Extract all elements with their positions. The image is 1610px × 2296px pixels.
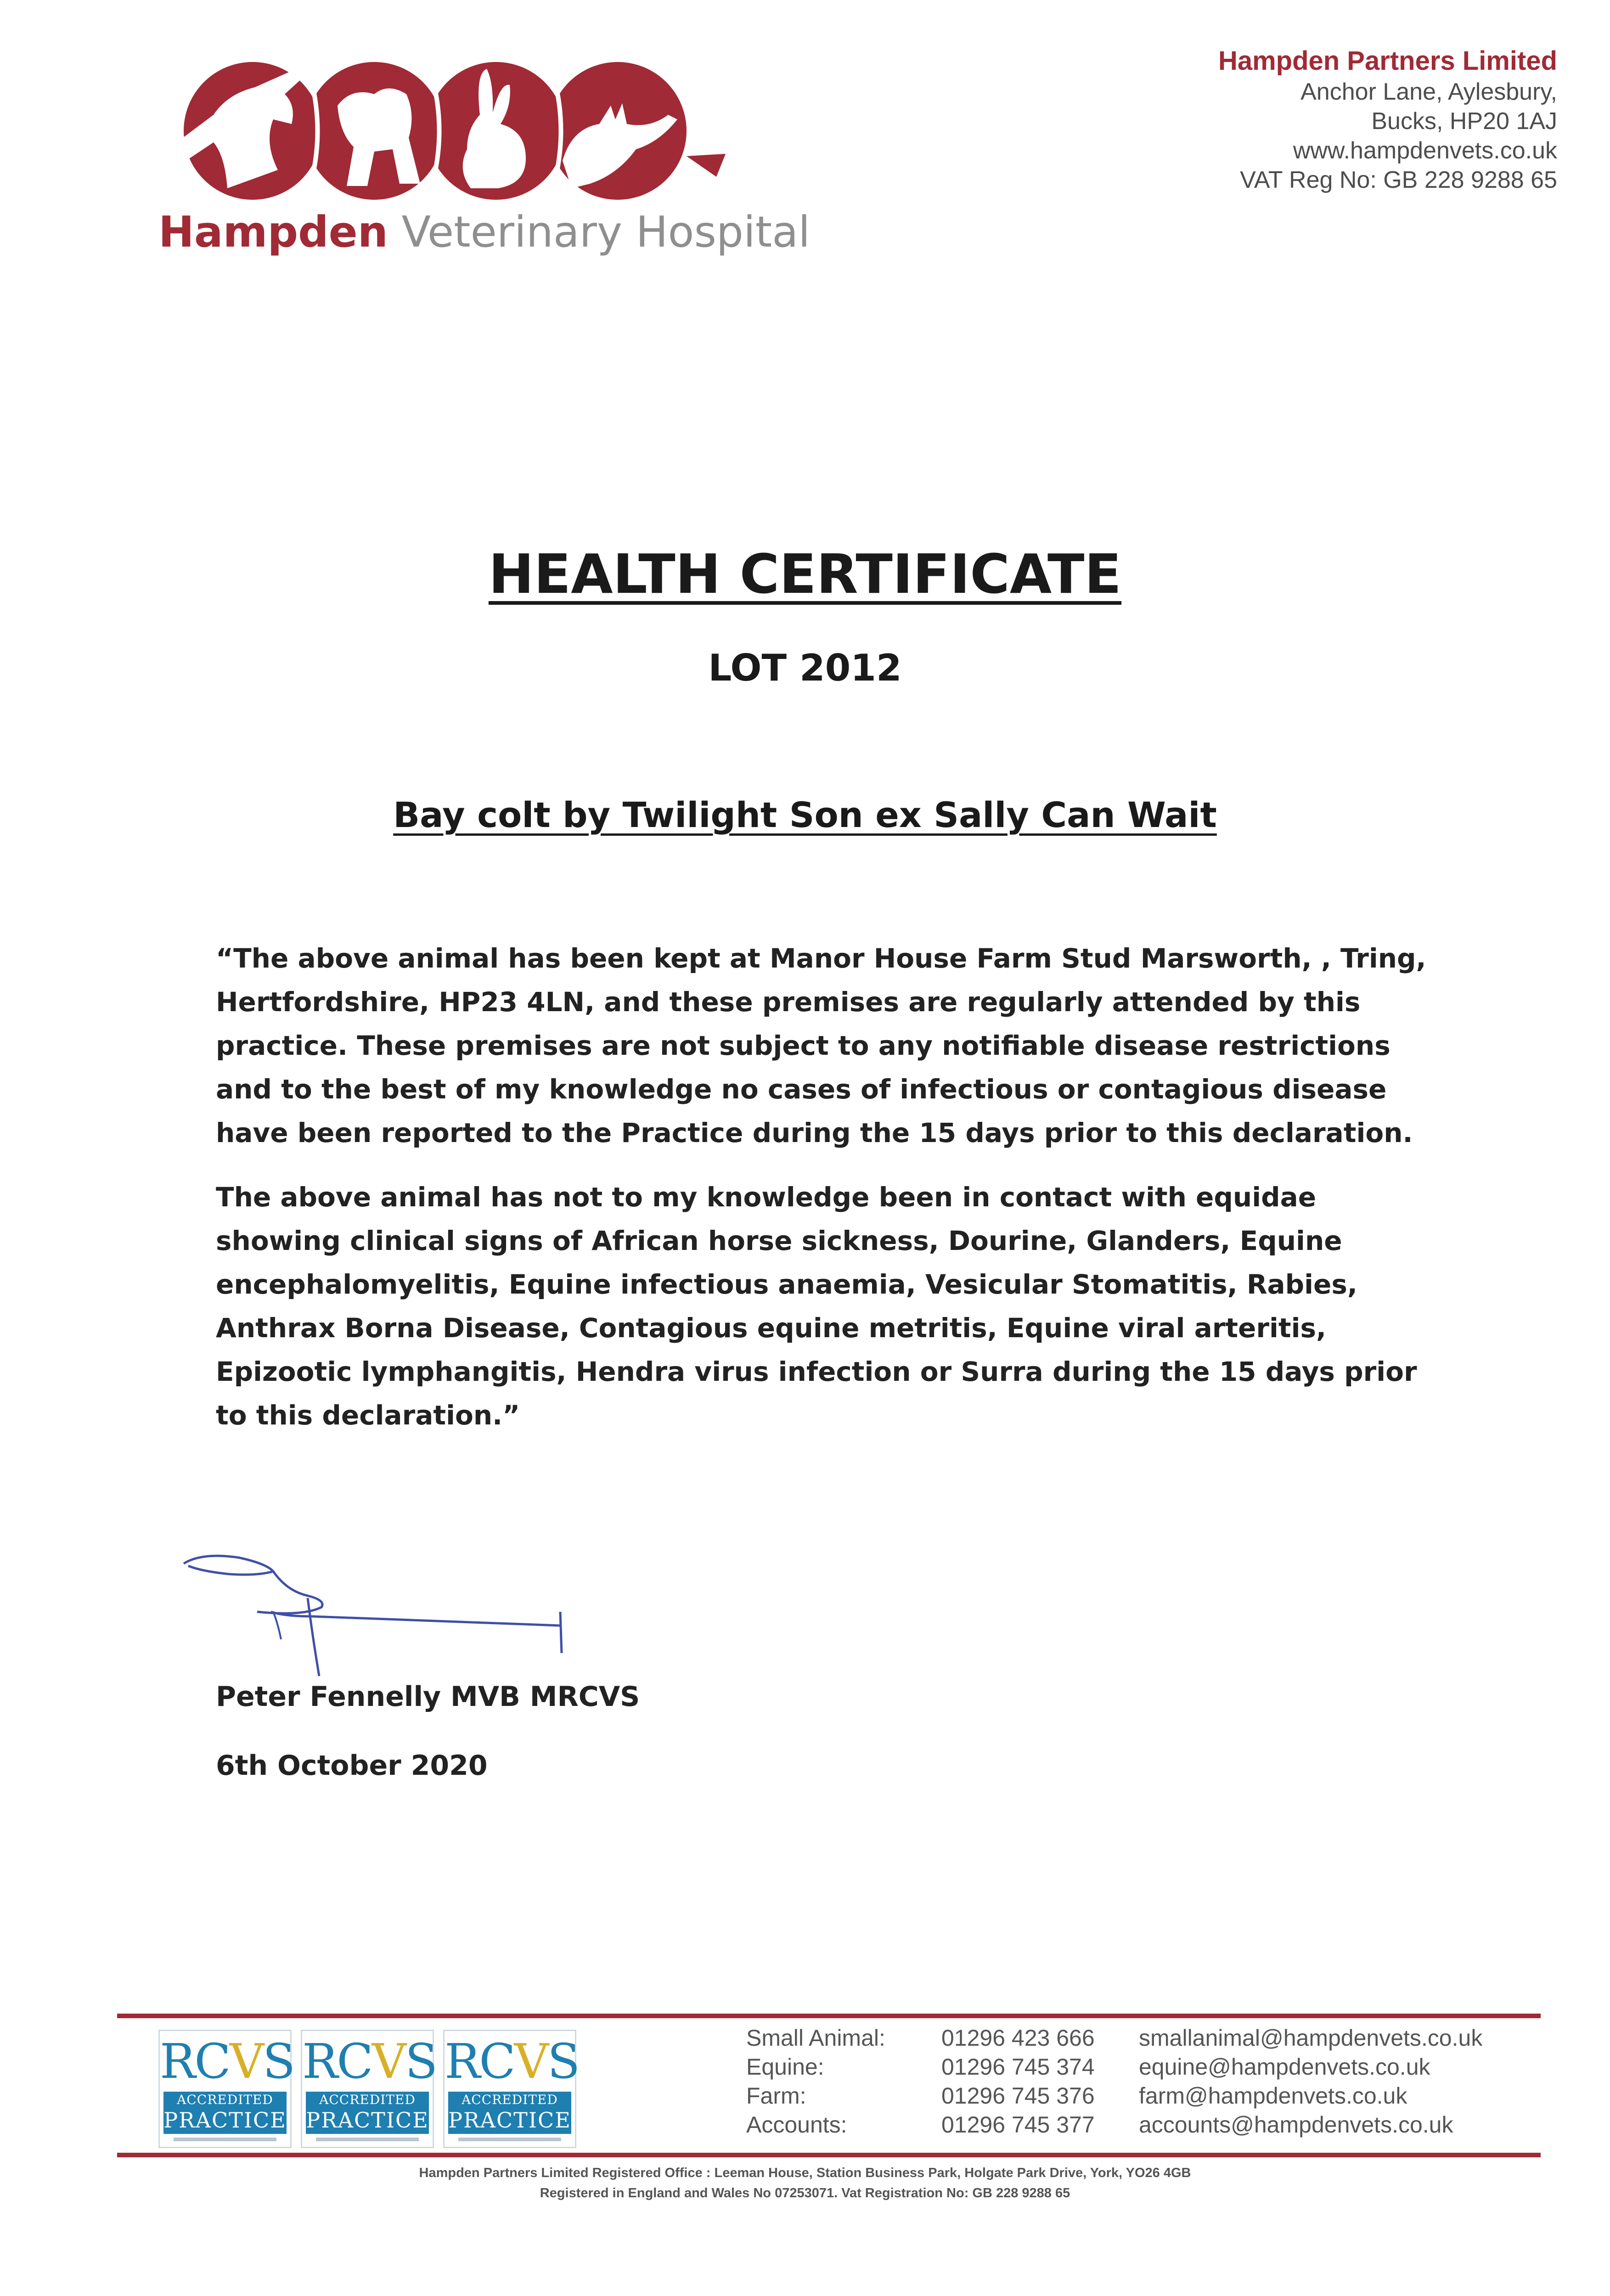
signature-date: 6th October 2020 [216,1750,488,1782]
contact-label: Accounts: [746,2112,847,2138]
contact-phone[interactable]: 01296 745 376 [941,2083,1095,2109]
rcvs-badge-logo [160,2033,294,2090]
address-line-1: Anchor Lane, Aylesbury, [1300,79,1557,105]
rcvs-badge-equine [301,2030,437,2148]
registered-office-address: Hampden Partners Limited Registered Office : Leeman House, Station Business Park, Holgate Park Drive, York, YO26 4GB [419,2166,1191,2180]
declaration-paragraph-1: “The above animal has been kept at Manor House Farm Stud Marsworth, , Tring, Hertfordshire, HP23 4LN, and these premises are regularly attended by this practice. These premises are not subject to any notifiable disease restrictions and to the best of my knowledge no cases of infectious or contagious disease have been reported to the Practice during the 15 days prior to this declaration. [216,943,1426,1148]
contact-email[interactable]: smallanimal@hampdenvets.co.uk [1139,2025,1483,2051]
handwritten-signature-icon [175,1548,588,1685]
rcvs-v-icon: V [372,2033,405,2089]
contact-email[interactable]: accounts@hampdenvets.co.uk [1139,2112,1453,2138]
practice-name-rest: Veterinary Hospital [388,207,811,257]
contact-email[interactable]: equine@hampdenvets.co.uk [1139,2054,1430,2080]
footer-divider-bottom [117,2153,1541,2157]
rcvs-v-icon: V [229,2033,263,2089]
declaration-paragraph-2: The above animal has not to my knowledge been in contact with equidae showing clinical signs of African horse sickness, Dourine, Glanders, Equine encephalomyelitis, Equine infectious anaemia, Vesicular Stomatitis, Rabies, Anthrax Borna Disease, Contagious equine metritis, Equine viral arteritis, Epizootic lymphangitis, Hendra virus infection or Surra during the 15 days prior to this declaration.” [216,1182,1417,1431]
animal-description: Bay colt by Twilight Son ex Sally Can Wait [393,794,1217,835]
rcvs-v-icon: V [514,2033,547,2089]
rcvs-badge-small-animal [158,2030,292,2148]
certificate-title: HEALTH CERTIFICATE [488,542,1122,606]
vat-number: VAT Reg No: GB 228 9288 65 [1240,167,1557,193]
lot-number: LOT 2012 [708,647,902,689]
rcvs-badges [158,2030,618,2149]
contact-label: Farm: [746,2083,806,2109]
animal-silhouettes-icon [158,51,732,202]
rcvs-badge-logo [302,2033,437,2090]
rcvs-s-text: S [547,2033,579,2089]
practice-name [158,207,810,257]
address-line-2: Bucks, HP20 1AJ [1371,108,1557,135]
rcvs-badge-footer-line [458,2138,561,2141]
practice-name-strong: Hampden [158,207,388,257]
declaration-text [216,937,1433,1458]
rcvs-badge-footer-line [316,2138,419,2141]
rcvs-rc-text: RC [160,2033,230,2089]
signer-name: Peter Fennelly MVB MRCVS [216,1681,640,1713]
website-link[interactable]: www.hampdenvets.co.uk [1293,137,1557,164]
rcvs-badge-band [306,2092,429,2134]
company-address-block [1006,45,1557,195]
rcvs-accredited-text: ACCREDITED [319,2092,416,2107]
rcvs-badge-footer-line [174,2138,276,2141]
rcvs-rc-text: RC [445,2033,514,2089]
practice-logo [158,51,811,262]
footer-divider-top [117,2014,1541,2018]
rcvs-accredited-text: ACCREDITED [177,2092,273,2107]
rcvs-practice-text: PRACTICE [163,2108,287,2133]
rcvs-s-text: S [405,2033,437,2089]
registered-office-block [0,2163,1610,2203]
rcvs-badge-band [163,2092,287,2134]
contact-phone[interactable]: 01296 423 666 [941,2025,1095,2051]
company-name: Hampden Partners Limited [1218,46,1557,76]
rcvs-practice-text: PRACTICE [306,2108,429,2133]
rcvs-badge-logo [445,2033,579,2090]
contact-label: Equine: [746,2054,824,2080]
rcvs-badge-band [448,2092,571,2134]
contact-phone[interactable]: 01296 745 374 [941,2054,1095,2080]
contact-phone[interactable]: 01296 745 377 [941,2112,1095,2138]
contact-email[interactable]: farm@hampdenvets.co.uk [1139,2083,1407,2109]
rcvs-badge-farm [443,2030,579,2148]
rcvs-rc-text: RC [302,2033,372,2089]
company-registration: Registered in England and Wales No 07253071. Vat Registration No: GB 228 9288 65 [540,2186,1070,2200]
rcvs-accredited-text: ACCREDITED [462,2092,558,2107]
rcvs-practice-text: PRACTICE [448,2108,571,2133]
rcvs-s-text: S [263,2033,294,2089]
contact-label: Small Animal: [746,2025,885,2051]
